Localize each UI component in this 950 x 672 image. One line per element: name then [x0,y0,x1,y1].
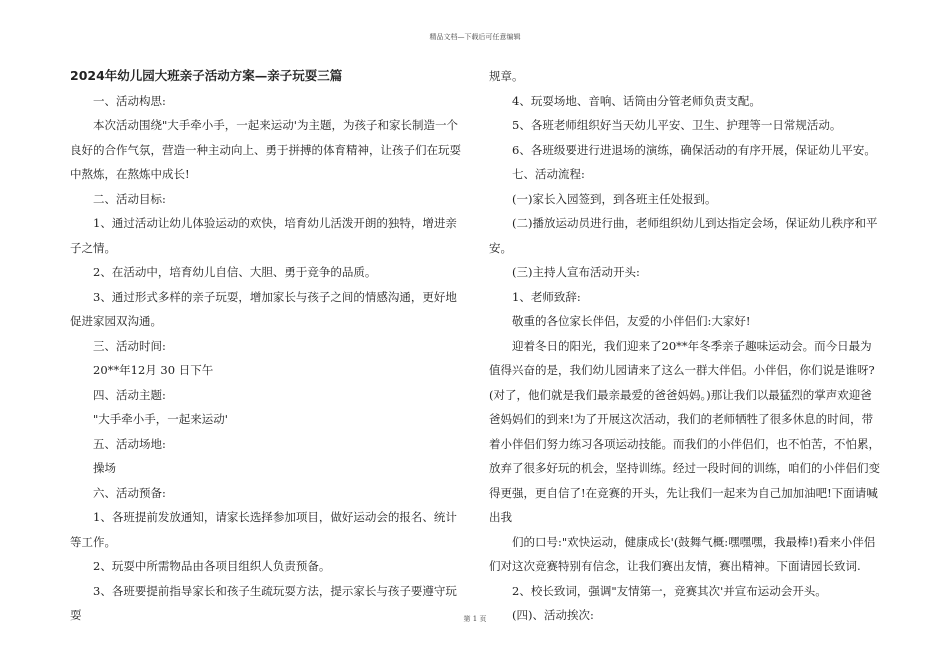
section-heading: 七、活动流程: [512,167,585,181]
section-heading: 四、活动主题: [93,387,166,402]
paragraph: 6、各班级要进行进退场的演练，确保活动的有序开展，保证幼儿平安。 [512,142,876,157]
paragraph: 操场 [93,461,116,475]
paragraph: 1、老师致辞: [512,289,581,304]
paragraph: "大手牵小手，一起来运动' [93,412,228,426]
section-heading: 三、活动时间: [93,338,166,353]
paragraph: (三)主持人宣布活动开头: [512,265,640,279]
paragraph: 迎着冬日的阳光，我们迎来了20**年冬季亲子趣味运动会。而今日最为值得兴奋的是，我们幼儿园请来了这么一群大伴侣。小伴侣，你们说是谁呀?(对了，他们就是我们最亲最爱的爸爸妈妈。)那让我们以最猛烈的掌声欢迎爸爸妈妈们的到来!为了开展这次活动，我们的老师牺牲了很多休息的时间，带着小伴侣们努力练习各项运动技能。而我们的小伴侣们，也不怕苦，不怕累，放弃了很多好玩的机会，坚持训练。经过一段时间的训练，咱们的小伴侣们变得更强，更自信了!在竞赛的开头，先让我们一起来为自己加加油吧!下面请喊出我 [489,338,880,524]
paragraph: 3、各班要提前指导家长和孩子生疏玩耍方法，提示家长与孩子要遵守玩耍 [70,583,457,622]
paragraph: 们的口号:"欢快运动，健康成长'(鼓舞气概:嘿嘿嘿，我最棒!)看来小伴侣们对这次竞赛特别有信念，让我们赛出友情，赛出精神。下面请园长致词. [489,534,876,573]
page-header: 精品文档—下载后可任意编辑 [429,33,521,41]
paragraph: 1、通过活动让幼儿体验运动的欢快，培育幼儿活泼开朗的独特，增进亲子之情。 [70,216,457,255]
section-heading: 六、活动预备: [93,485,166,500]
paragraph: (四)、活动挨次: [512,608,594,622]
paragraph: 2、玩耍中所需物品由各项目组织人负责预备。 [93,559,331,573]
paragraph: 本次活动围绕"大手牵小手，一起来运动'为主题，为孩子和家长制造一个良好的合作气氛，营造一种主动向上、勇于拼搏的体育精神，让孩子们在玩耍中熬炼，在熬炼中成长! [70,118,461,181]
page-number: 第 1 页 [463,615,487,623]
left-column [70,64,462,628]
paragraph-continuation: 规章。 [489,69,524,83]
paragraph: 1、各班提前发放通知，请家长选择参加项目，做好运动会的报名、统计等工作。 [70,510,457,549]
section-heading: 五、活动场地: [93,436,166,451]
document-title: 2024年幼儿园大班亲子活动方案—亲子玩耍三篇 [70,68,343,83]
paragraph: 敬重的各位家长伴侣，友爱的小伴侣们:大家好! [512,314,751,328]
paragraph: (二)播放运动员进行曲，老师组织幼儿到达指定会场，保证幼儿秩序和平安。 [489,216,878,255]
paragraph: 20**年12月 30 日下午 [93,363,214,377]
section-heading: 二、活动目标: [93,191,166,206]
paragraph: 3、通过形式多样的亲子玩耍，增加家长与孩子之间的情感沟通，更好地促进家园双沟通。 [70,289,457,328]
paragraph: 2、在活动中，培育幼儿自信、大胆、勇于竞争的品质。 [93,265,377,279]
right-column [489,64,881,628]
section-heading: 一、活动构思: [93,93,166,108]
paragraph: 5、各班老师组织好当天幼儿平安、卫生、护理等一日常规活动。 [512,118,842,132]
paragraph: 4、玩耍场地、音响、话筒由分管老师负责支配。 [512,93,761,108]
paragraph: 2、校长致词，强调"友情第一，竞赛其次'并宣布运动会开头。 [512,583,827,598]
paragraph: (一)家长入园签到，到各班主任处报到。 [512,191,717,206]
